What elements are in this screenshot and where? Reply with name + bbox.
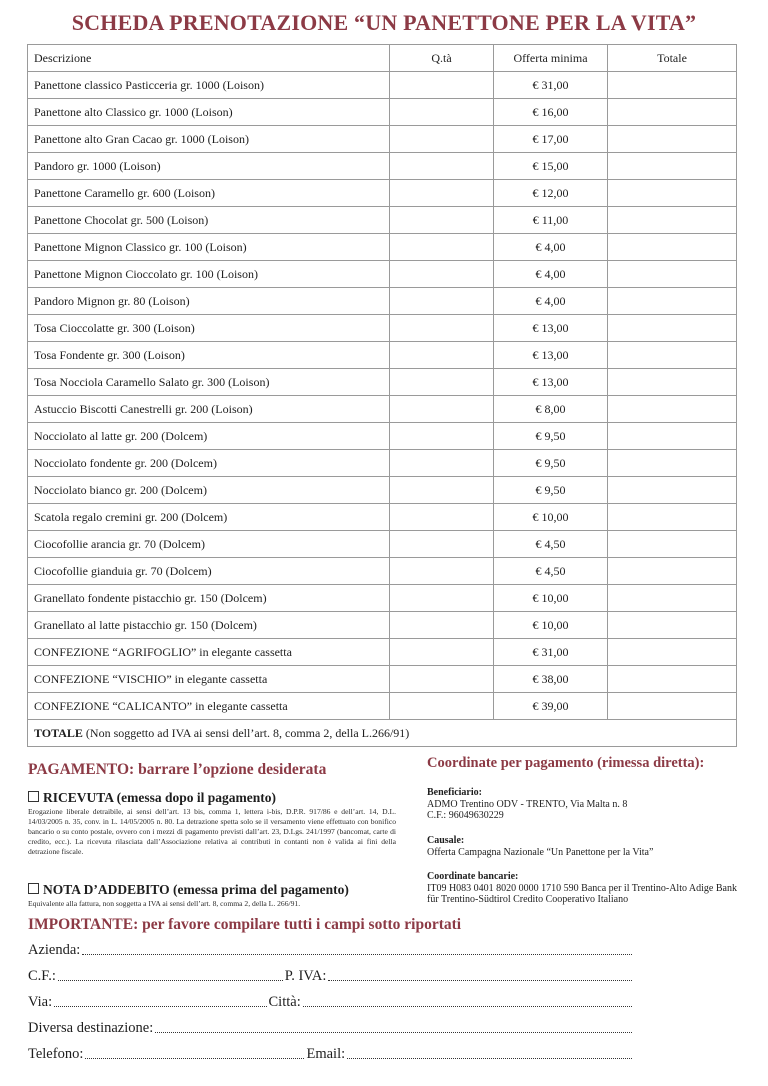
receipt-checkbox[interactable]: [28, 791, 39, 802]
table-row: [28, 423, 737, 450]
payment-title: PAGAMENTO: barrare l’opzione desiderata: [28, 761, 327, 778]
quantity-input[interactable]: [390, 72, 494, 99]
minimum-offer: € 4,00: [494, 234, 608, 261]
receipt-label: RICEVUTA (emessa dopo il pagamento): [43, 790, 277, 805]
quantity-input[interactable]: [390, 693, 494, 720]
row-total-input[interactable]: [608, 72, 737, 99]
row-total-input[interactable]: [608, 612, 737, 639]
street-input[interactable]: [54, 1005, 266, 1007]
total-label: TOTALE: [34, 725, 83, 740]
row-total-input[interactable]: [608, 315, 737, 342]
reason-text: Offerta Campagna Nazionale “Un Panettone per la Vita”: [427, 846, 654, 858]
table-row: [28, 315, 737, 342]
row-total-input[interactable]: [608, 666, 737, 693]
table-row: [28, 369, 737, 396]
receipt-option[interactable]: [28, 790, 276, 806]
table-row: [28, 693, 737, 720]
product-description: Nocciolato al latte gr. 200 (Dolcem): [28, 423, 390, 450]
quantity-input[interactable]: [390, 261, 494, 288]
quantity-input[interactable]: [390, 450, 494, 477]
minimum-offer: € 39,00: [494, 693, 608, 720]
invoice-option[interactable]: [28, 882, 349, 898]
table-row: [28, 450, 737, 477]
minimum-offer: € 17,00: [494, 126, 608, 153]
quantity-input[interactable]: [390, 585, 494, 612]
row-total-input[interactable]: [608, 693, 737, 720]
product-description: CONFEZIONE “VISCHIO” in elegante cassetta: [28, 666, 390, 693]
header-total: Totale: [608, 45, 737, 72]
product-description: Panettone Chocolat gr. 500 (Loison): [28, 207, 390, 234]
cf-input[interactable]: [58, 979, 283, 981]
destination-label: Diversa destinazione:: [28, 1020, 154, 1036]
quantity-input[interactable]: [390, 612, 494, 639]
product-description: Nocciolato bianco gr. 200 (Dolcem): [28, 477, 390, 504]
quantity-input[interactable]: [390, 180, 494, 207]
header-price: Offerta minima: [494, 45, 608, 72]
minimum-offer: € 9,50: [494, 450, 608, 477]
quantity-input[interactable]: [390, 342, 494, 369]
reason-block: [427, 835, 747, 858]
table-row: [28, 612, 737, 639]
table-row: [28, 126, 737, 153]
row-total-input[interactable]: [608, 396, 737, 423]
row-total-input[interactable]: [608, 450, 737, 477]
table-row: [28, 99, 737, 126]
product-description: Panettone Mignon Cioccolato gr. 100 (Loison): [28, 261, 390, 288]
minimum-offer: € 38,00: [494, 666, 608, 693]
quantity-input[interactable]: [390, 207, 494, 234]
product-description: Ciocofollie arancia gr. 70 (Dolcem): [28, 531, 390, 558]
table-row: [28, 180, 737, 207]
beneficiary-block: [427, 787, 747, 822]
city-label: Città:: [268, 994, 301, 1010]
invoice-checkbox[interactable]: [28, 883, 39, 894]
vat-input[interactable]: [328, 979, 632, 981]
quantity-input[interactable]: [390, 369, 494, 396]
minimum-offer: € 13,00: [494, 369, 608, 396]
minimum-offer: € 10,00: [494, 612, 608, 639]
quantity-input[interactable]: [390, 315, 494, 342]
minimum-offer: € 31,00: [494, 639, 608, 666]
table-row: [28, 504, 737, 531]
product-description: Pandoro gr. 1000 (Loison): [28, 153, 390, 180]
product-description: Panettone classico Pasticceria gr. 1000 (Loison): [28, 72, 390, 99]
row-total-input[interactable]: [608, 639, 737, 666]
company-field[interactable]: [28, 939, 634, 959]
receipt-description: Erogazione liberale detraibile, ai sensi dell’art. 13 bis, comma 1, lettera i-bis, D.P.R. 917/86 e dell’art. 14, D.L. 14/03/2005 n. 35, conv. in L. 14/05/2005 n. 80. La detrazione spetta solo se il versamento viene effettuato con bonifico bancario o su conto postale, ovvero con i mezzi di pagamento previsti dall’art. 23, D.Lgs. 241/1997 (bancomat, carte di credito, ecc.). La ricevuta rilasciata dall’Associazione relativa ai contributi in contanti non è valida ai fini della detrazione fiscale.: [28, 807, 396, 856]
row-total-input[interactable]: [608, 180, 737, 207]
product-description: Tosa Fondente gr. 300 (Loison): [28, 342, 390, 369]
product-description: Tosa Nocciola Caramello Salato gr. 300 (Loison): [28, 369, 390, 396]
row-total-input[interactable]: [608, 261, 737, 288]
minimum-offer: € 10,00: [494, 504, 608, 531]
cf-label: C.F.:: [28, 968, 56, 984]
bank-block: [427, 871, 747, 906]
total-cell: [28, 720, 737, 747]
phone-label: Telefono:: [28, 1046, 84, 1062]
product-description: Scatola regalo cremini gr. 200 (Dolcem): [28, 504, 390, 531]
row-total-input[interactable]: [608, 207, 737, 234]
product-description: Nocciolato fondente gr. 200 (Dolcem): [28, 450, 390, 477]
minimum-offer: € 12,00: [494, 180, 608, 207]
header-description: Descrizione: [28, 45, 390, 72]
important-title: IMPORTANTE: per favore compilare tutti i campi sotto riportati: [28, 916, 462, 933]
total-row: [28, 720, 737, 747]
company-label: Azienda:: [28, 942, 81, 958]
contact-field[interactable]: [28, 1043, 634, 1063]
product-description: Granellato al latte pistacchio gr. 150 (Dolcem): [28, 612, 390, 639]
minimum-offer: € 4,00: [494, 288, 608, 315]
coordinates-title: Coordinate per pagamento (rimessa diretta):: [427, 755, 705, 771]
minimum-offer: € 9,50: [494, 423, 608, 450]
table-row: [28, 342, 737, 369]
row-total-input[interactable]: [608, 153, 737, 180]
quantity-input[interactable]: [390, 558, 494, 585]
product-description: Panettone Mignon Classico gr. 100 (Loison): [28, 234, 390, 261]
table-row: [28, 639, 737, 666]
table-row: [28, 153, 737, 180]
product-description: CONFEZIONE “AGRIFOGLIO” in elegante cassetta: [28, 639, 390, 666]
row-total-input[interactable]: [608, 99, 737, 126]
beneficiary-name: ADMO Trentino ODV - TRENTO, Via Malta n. 8: [427, 798, 628, 810]
row-total-input[interactable]: [608, 342, 737, 369]
table-row: [28, 585, 737, 612]
street-label: Via:: [28, 994, 53, 1010]
table-row: [28, 288, 737, 315]
form-title: SCHEDA PRENOTAZIONE “UN PANETTONE PER LA VITA”: [71, 10, 697, 35]
row-total-input[interactable]: [608, 558, 737, 585]
row-total-input[interactable]: [608, 369, 737, 396]
quantity-input[interactable]: [390, 288, 494, 315]
row-total-input[interactable]: [608, 585, 737, 612]
order-table: [27, 44, 737, 747]
company-input[interactable]: [82, 953, 632, 955]
row-total-input[interactable]: [608, 234, 737, 261]
minimum-offer: € 8,00: [494, 396, 608, 423]
email-input[interactable]: [347, 1057, 632, 1059]
row-total-input[interactable]: [608, 288, 737, 315]
product-description: Pandoro Mignon gr. 80 (Loison): [28, 288, 390, 315]
table-row: [28, 477, 737, 504]
reason-label: Causale:: [427, 835, 465, 846]
phone-input[interactable]: [85, 1057, 304, 1059]
quantity-input[interactable]: [390, 99, 494, 126]
total-note: (Non soggetto ad IVA ai sensi dell’art. 8, comma 2, della L.266/91): [85, 725, 410, 740]
product-description: Panettone alto Gran Cacao gr. 1000 (Loison): [28, 126, 390, 153]
email-label: Email:: [306, 1046, 346, 1062]
minimum-offer: € 4,00: [494, 261, 608, 288]
quantity-input[interactable]: [390, 666, 494, 693]
vat-label: P. IVA:: [284, 968, 327, 984]
product-description: CONFEZIONE “CALICANTO” in elegante cassetta: [28, 693, 390, 720]
beneficiary-label: Beneficiario:: [427, 787, 482, 798]
product-description: Tosa Cioccolatte gr. 300 (Loison): [28, 315, 390, 342]
row-total-input[interactable]: [608, 531, 737, 558]
quantity-input[interactable]: [390, 153, 494, 180]
table-row: [28, 261, 737, 288]
product-description: Ciocofollie gianduia gr. 70 (Dolcem): [28, 558, 390, 585]
quantity-input[interactable]: [390, 234, 494, 261]
table-row: [28, 558, 737, 585]
quantity-input[interactable]: [390, 531, 494, 558]
row-total-input[interactable]: [608, 504, 737, 531]
bank-label: Coordinate bancarie:: [427, 871, 519, 882]
minimum-offer: € 13,00: [494, 315, 608, 342]
product-description: Panettone alto Classico gr. 1000 (Loison): [28, 99, 390, 126]
minimum-offer: € 15,00: [494, 153, 608, 180]
table-row: [28, 531, 737, 558]
minimum-offer: € 9,50: [494, 477, 608, 504]
table-header-row: [28, 45, 737, 72]
destination-input[interactable]: [155, 1031, 632, 1033]
quantity-input[interactable]: [390, 396, 494, 423]
bank-text: IT09 H083 0401 8020 0000 1710 590 Banca per il Trentino-Alto Adige Bank für Trentino-Südtirol Credito Cooperativo Italiano: [427, 882, 737, 905]
row-total-input[interactable]: [608, 423, 737, 450]
table-row: [28, 666, 737, 693]
table-row: [28, 234, 737, 261]
quantity-input[interactable]: [390, 477, 494, 504]
minimum-offer: € 4,50: [494, 531, 608, 558]
row-total-input[interactable]: [608, 477, 737, 504]
minimum-offer: € 11,00: [494, 207, 608, 234]
table-row: [28, 207, 737, 234]
city-input[interactable]: [303, 1005, 632, 1007]
header-qty: Q.tà: [390, 45, 494, 72]
product-description: Granellato fondente pistacchio gr. 150 (Dolcem): [28, 585, 390, 612]
minimum-offer: € 13,00: [494, 342, 608, 369]
invoice-description: Equivalente alla fattura, non soggetta a IVA ai sensi dell’art. 8, comma 2, della L. 266/91.: [28, 899, 301, 908]
quantity-input[interactable]: [390, 423, 494, 450]
table-row: [28, 396, 737, 423]
product-description: Panettone Caramello gr. 600 (Loison): [28, 180, 390, 207]
product-description: Astuccio Biscotti Canestrelli gr. 200 (Loison): [28, 396, 390, 423]
quantity-input[interactable]: [390, 639, 494, 666]
minimum-offer: € 4,50: [494, 558, 608, 585]
minimum-offer: € 16,00: [494, 99, 608, 126]
beneficiary-cf: C.F.: 96049630229: [427, 810, 504, 821]
invoice-label: NOTA D’ADDEBITO (emessa prima del pagamento): [43, 882, 349, 897]
quantity-input[interactable]: [390, 126, 494, 153]
destination-field[interactable]: [28, 1017, 634, 1037]
minimum-offer: € 10,00: [494, 585, 608, 612]
address-field[interactable]: [28, 991, 634, 1011]
minimum-offer: € 31,00: [494, 72, 608, 99]
table-row: [28, 72, 737, 99]
row-total-input[interactable]: [608, 126, 737, 153]
tax-field[interactable]: [28, 965, 634, 985]
quantity-input[interactable]: [390, 504, 494, 531]
